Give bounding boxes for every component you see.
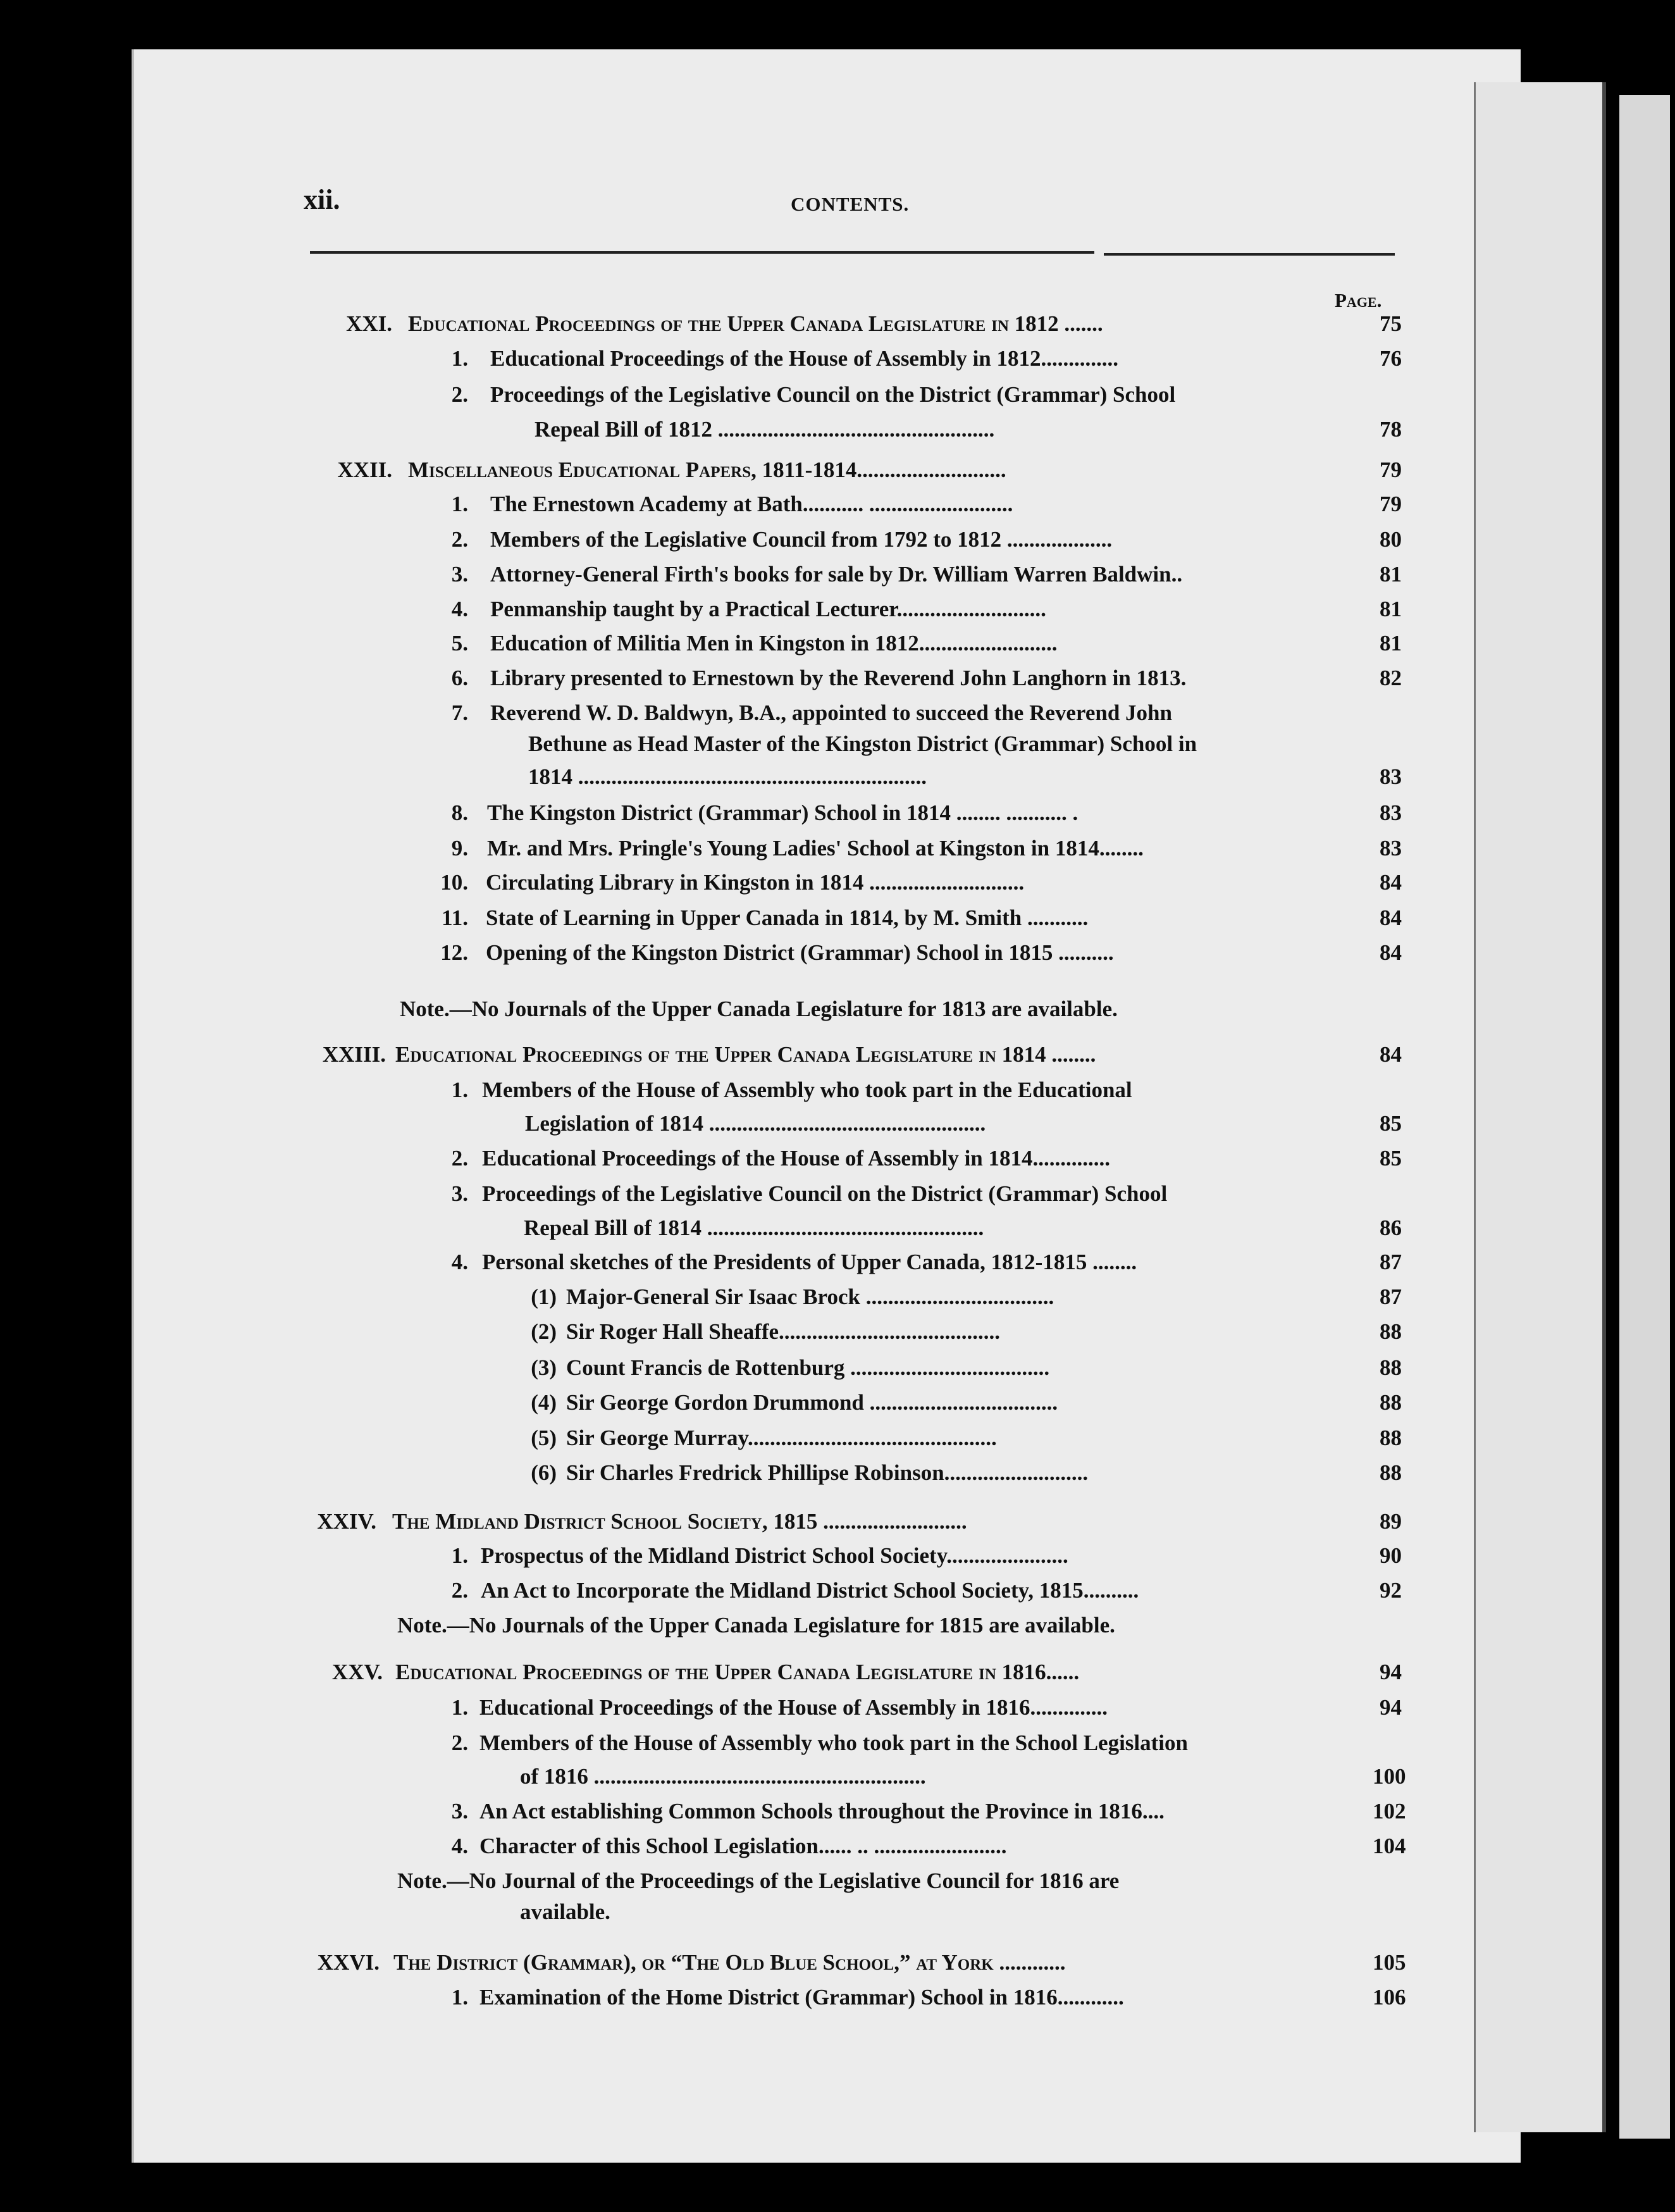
entry-number: 3. <box>451 1799 468 1824</box>
toc-subentry <box>0 1421 1675 1455</box>
entry-page: 89 <box>1380 1509 1402 1534</box>
entry-title: Attorney-General Firth's books for sale by Dr. William Warren Baldwin.. <box>490 562 1183 587</box>
entry-number: 9. <box>451 836 468 861</box>
entry-page: 81 <box>1380 597 1402 621</box>
entry-title: The District (Grammar), or “The Old Blue School,” at York ............ <box>393 1950 1066 1975</box>
entry-number: XXII. <box>337 457 392 482</box>
toc-entry <box>0 1980 1675 2015</box>
toc-note <box>0 1608 1675 1643</box>
entry-number: XXI. <box>346 311 392 336</box>
toc-entry <box>0 1655 1675 1689</box>
toc-subentry <box>0 1351 1675 1385</box>
entry-page: 88 <box>1380 1319 1402 1344</box>
toc-entry <box>0 796 1675 830</box>
entry-number: 2. <box>451 1578 468 1603</box>
entry-page: 87 <box>1380 1250 1402 1274</box>
entry-page: 85 <box>1380 1111 1402 1136</box>
toc-entry <box>0 1829 1675 1863</box>
toc-subentry <box>0 1456 1675 1490</box>
entry-page: 86 <box>1380 1215 1402 1240</box>
entry-title: Sir George Gordon Drummond .................................. <box>566 1390 1058 1415</box>
entry-title: The Kingston District (Grammar) School in 1814 ........ ........... . <box>487 800 1079 825</box>
entry-title: Educational Proceedings of the House of Assembly in 1816.............. <box>479 1695 1108 1720</box>
entry-number: XXV. <box>331 1660 383 1684</box>
entry-page: 81 <box>1380 562 1402 587</box>
note-text: Note.—No Journals of the Upper Canada Legislature for 1815 are available. <box>397 1613 1115 1637</box>
entry-number: XXVI. <box>317 1950 380 1975</box>
entry-title: Character of this School Legislation...... .. ........................ <box>479 1834 1007 1858</box>
toc-entry <box>0 866 1675 900</box>
entry-page: 106 <box>1373 1985 1406 2010</box>
toc-entry-continuation <box>0 760 1675 794</box>
toc-entry <box>0 1177 1675 1211</box>
entry-title: Personal sketches of the Presidents of Upper Canada, 1812-1815 ........ <box>482 1250 1137 1274</box>
toc-entry <box>0 1141 1675 1176</box>
entry-number: (4) <box>531 1390 557 1415</box>
entry-title: Miscellaneous Educational Papers, 1811-1814........................... <box>408 457 1006 482</box>
entry-number: (6) <box>531 1460 557 1485</box>
toc-subentry <box>0 1280 1675 1314</box>
toc-entry <box>0 1505 1675 1539</box>
entry-title: Sir Roger Hall Sheaffe........................................ <box>566 1319 1001 1344</box>
toc-entry <box>0 831 1675 866</box>
toc-entry <box>0 1539 1675 1573</box>
toc-entry <box>0 1691 1675 1725</box>
entry-title: Repeal Bill of 1814 .................................................. <box>524 1215 984 1240</box>
toc-entry-continuation <box>0 1211 1675 1245</box>
entry-title: Sir Charles Fredrick Phillipse Robinson.......................... <box>566 1460 1089 1485</box>
toc-entry <box>0 1794 1675 1829</box>
entry-title: State of Learning in Upper Canada in 1814, by M. Smith ........... <box>486 905 1089 930</box>
entry-title: Members of the Legislative Council from 1792 to 1812 ................... <box>490 527 1113 552</box>
toc-entry-continuation <box>0 413 1675 447</box>
toc-entry <box>0 1245 1675 1279</box>
toc-entry <box>0 1726 1675 1760</box>
toc-entry <box>0 523 1675 557</box>
entry-page: 82 <box>1380 666 1402 690</box>
entry-title: Opening of the Kingston District (Grammar) School in 1815 .......... <box>486 940 1114 965</box>
entry-page: 100 <box>1373 1764 1406 1789</box>
entry-page: 76 <box>1380 346 1402 371</box>
page-number: xii. <box>304 184 340 215</box>
entry-title: Proceedings of the Legislative Council on the District (Grammar) School <box>482 1181 1168 1206</box>
toc-entry <box>0 661 1675 695</box>
entry-title: Educational Proceedings of the Upper Canada Legislature in 1816...... <box>395 1660 1080 1684</box>
entry-title: Major-General Sir Isaac Brock .................................. <box>566 1284 1054 1309</box>
entry-page: 105 <box>1373 1950 1406 1975</box>
entry-page: 88 <box>1380 1426 1402 1450</box>
entry-title: Educational Proceedings of the House of Assembly in 1812.............. <box>490 346 1119 371</box>
entry-page: 83 <box>1380 836 1402 861</box>
entry-number: 5. <box>451 631 468 656</box>
header-rule-right <box>1104 253 1395 256</box>
toc-entry <box>0 487 1675 521</box>
entry-number: 1. <box>451 1078 468 1102</box>
entry-page: 79 <box>1380 457 1402 482</box>
toc-entry-continuation <box>0 1760 1675 1794</box>
entry-title: Bethune as Head Master of the Kingston District (Grammar) School in <box>528 731 1197 756</box>
toc-entry <box>0 1038 1675 1072</box>
toc-note-continuation <box>0 1895 1675 1929</box>
entry-title: An Act to Incorporate the Midland District School Society, 1815.......... <box>481 1578 1139 1603</box>
entry-number: (1) <box>531 1284 557 1309</box>
entry-number: 1. <box>451 1543 468 1568</box>
toc-entry <box>0 557 1675 592</box>
toc-entry <box>0 307 1675 341</box>
entry-page: 85 <box>1380 1146 1402 1171</box>
header-rule <box>310 251 1094 254</box>
page-title: CONTENTS. <box>791 193 910 215</box>
entry-page: 83 <box>1380 764 1402 789</box>
entry-number: 2. <box>451 382 468 407</box>
entry-title: Mr. and Mrs. Pringle's Young Ladies' School at Kingston in 1814........ <box>487 836 1144 861</box>
entry-page: 87 <box>1380 1284 1402 1309</box>
entry-number: 1. <box>451 1985 468 2010</box>
entry-number: 4. <box>451 1250 468 1274</box>
entry-number: 1. <box>451 1695 468 1720</box>
entry-number: 3. <box>451 1181 468 1206</box>
entry-title: Penmanship taught by a Practical Lecturer........................... <box>490 597 1046 621</box>
entry-page: 90 <box>1380 1543 1402 1568</box>
entry-title: Members of the House of Assembly who took part in the Educational <box>482 1078 1132 1102</box>
entry-page: 94 <box>1380 1695 1402 1720</box>
entry-number: 2. <box>451 527 468 552</box>
entry-title: Education of Militia Men in Kingston in 1812......................... <box>490 631 1058 656</box>
entry-number: 7. <box>451 700 468 725</box>
entry-title: Sir George Murray............................................. <box>566 1426 997 1450</box>
toc-entry <box>0 453 1675 487</box>
note-text: Note.—No Journals of the Upper Canada Legislature for 1813 are available. <box>400 997 1118 1021</box>
note-text: available. <box>520 1899 610 1924</box>
entry-page: 75 <box>1380 311 1402 336</box>
toc-entry-continuation <box>0 1107 1675 1141</box>
entry-page: 83 <box>1380 800 1402 825</box>
toc-note <box>0 992 1675 1026</box>
entry-title: Prospectus of the Midland District School Society...................... <box>481 1543 1068 1568</box>
entry-title: Legislation of 1814 .................................................. <box>525 1111 986 1136</box>
entry-title: of 1816 ............................................................ <box>520 1764 926 1789</box>
entry-number: 10. <box>440 870 468 895</box>
entry-title: Members of the House of Assembly who took part in the School Legislation <box>479 1730 1188 1755</box>
entry-page: 81 <box>1380 631 1402 656</box>
toc-subentry <box>0 1386 1675 1420</box>
entry-number: XXIV. <box>317 1509 376 1534</box>
entry-title: Library presented to Ernestown by the Reverend John Langhorn in 1813. <box>490 666 1187 690</box>
entry-number: 8. <box>451 800 468 825</box>
entry-title: An Act establishing Common Schools throughout the Province in 1816.... <box>479 1799 1165 1824</box>
toc-entry <box>0 1073 1675 1107</box>
entry-title: Proceedings of the Legislative Council on the District (Grammar) School <box>490 382 1176 407</box>
entry-number: 12. <box>440 940 468 965</box>
entry-title: Educational Proceedings of the Upper Canada Legislature in 1814 ........ <box>395 1042 1096 1067</box>
toc-entry <box>0 378 1675 412</box>
entry-title: The Midland District School Society, 1815 .......................... <box>392 1509 967 1534</box>
toc-entry <box>0 1946 1675 1980</box>
toc-entry <box>0 592 1675 626</box>
entry-title: Reverend W. D. Baldwyn, B.A., appointed to succeed the Reverend John <box>490 700 1172 725</box>
entry-title: 1814 ............................................................... <box>528 764 927 789</box>
entry-page: 92 <box>1380 1578 1402 1603</box>
entry-number: 1. <box>451 346 468 371</box>
entry-number: 4. <box>451 597 468 621</box>
entry-number: XXIII. <box>322 1042 386 1067</box>
toc-subentry <box>0 1315 1675 1349</box>
entry-number: 1. <box>451 492 468 516</box>
toc-entry-continuation <box>0 727 1675 761</box>
toc-entry <box>0 1574 1675 1608</box>
entry-number: 11. <box>442 905 468 930</box>
entry-title: The Ernestown Academy at Bath........... .......................... <box>490 492 1013 516</box>
page-column-label: Page. <box>1335 289 1382 311</box>
entry-title: Count Francis de Rottenburg .................................... <box>566 1355 1050 1380</box>
entry-page: 84 <box>1380 1042 1402 1067</box>
toc-note <box>0 1864 1675 1898</box>
entry-page: 84 <box>1380 905 1402 930</box>
entry-number: 4. <box>451 1834 468 1858</box>
entry-page: 84 <box>1380 870 1402 895</box>
toc-entry <box>0 696 1675 730</box>
toc-entry <box>0 936 1675 970</box>
entry-title: Circulating Library in Kingston in 1814 ............................ <box>486 870 1025 895</box>
entry-page: 88 <box>1380 1355 1402 1380</box>
toc-entry <box>0 626 1675 661</box>
entry-page: 79 <box>1380 492 1402 516</box>
entry-page: 80 <box>1380 527 1402 552</box>
note-text: Note.—No Journal of the Proceedings of the Legislative Council for 1816 are <box>397 1868 1120 1893</box>
entry-number: 6. <box>451 666 468 690</box>
entry-title: Educational Proceedings of the Upper Canada Legislature in 1812 ....... <box>408 311 1103 336</box>
entry-page: 102 <box>1373 1799 1406 1824</box>
entry-title: Examination of the Home District (Grammar) School in 1816............ <box>479 1985 1124 2010</box>
entry-page: 84 <box>1380 940 1402 965</box>
entry-page: 104 <box>1373 1834 1406 1858</box>
toc-entry <box>0 901 1675 935</box>
entry-number: (5) <box>531 1426 557 1450</box>
entry-number: (3) <box>531 1355 557 1380</box>
entry-number: 2. <box>451 1146 468 1171</box>
entry-page: 88 <box>1380 1460 1402 1485</box>
entry-number: (2) <box>531 1319 557 1344</box>
toc-entry <box>0 342 1675 376</box>
entry-page: 88 <box>1380 1390 1402 1415</box>
entry-page: 78 <box>1380 417 1402 442</box>
entry-number: 3. <box>451 562 468 587</box>
entry-number: 2. <box>451 1730 468 1755</box>
entry-page: 94 <box>1380 1660 1402 1684</box>
entry-title: Repeal Bill of 1812 .................................................. <box>535 417 995 442</box>
entry-title: Educational Proceedings of the House of Assembly in 1814.............. <box>482 1146 1111 1171</box>
